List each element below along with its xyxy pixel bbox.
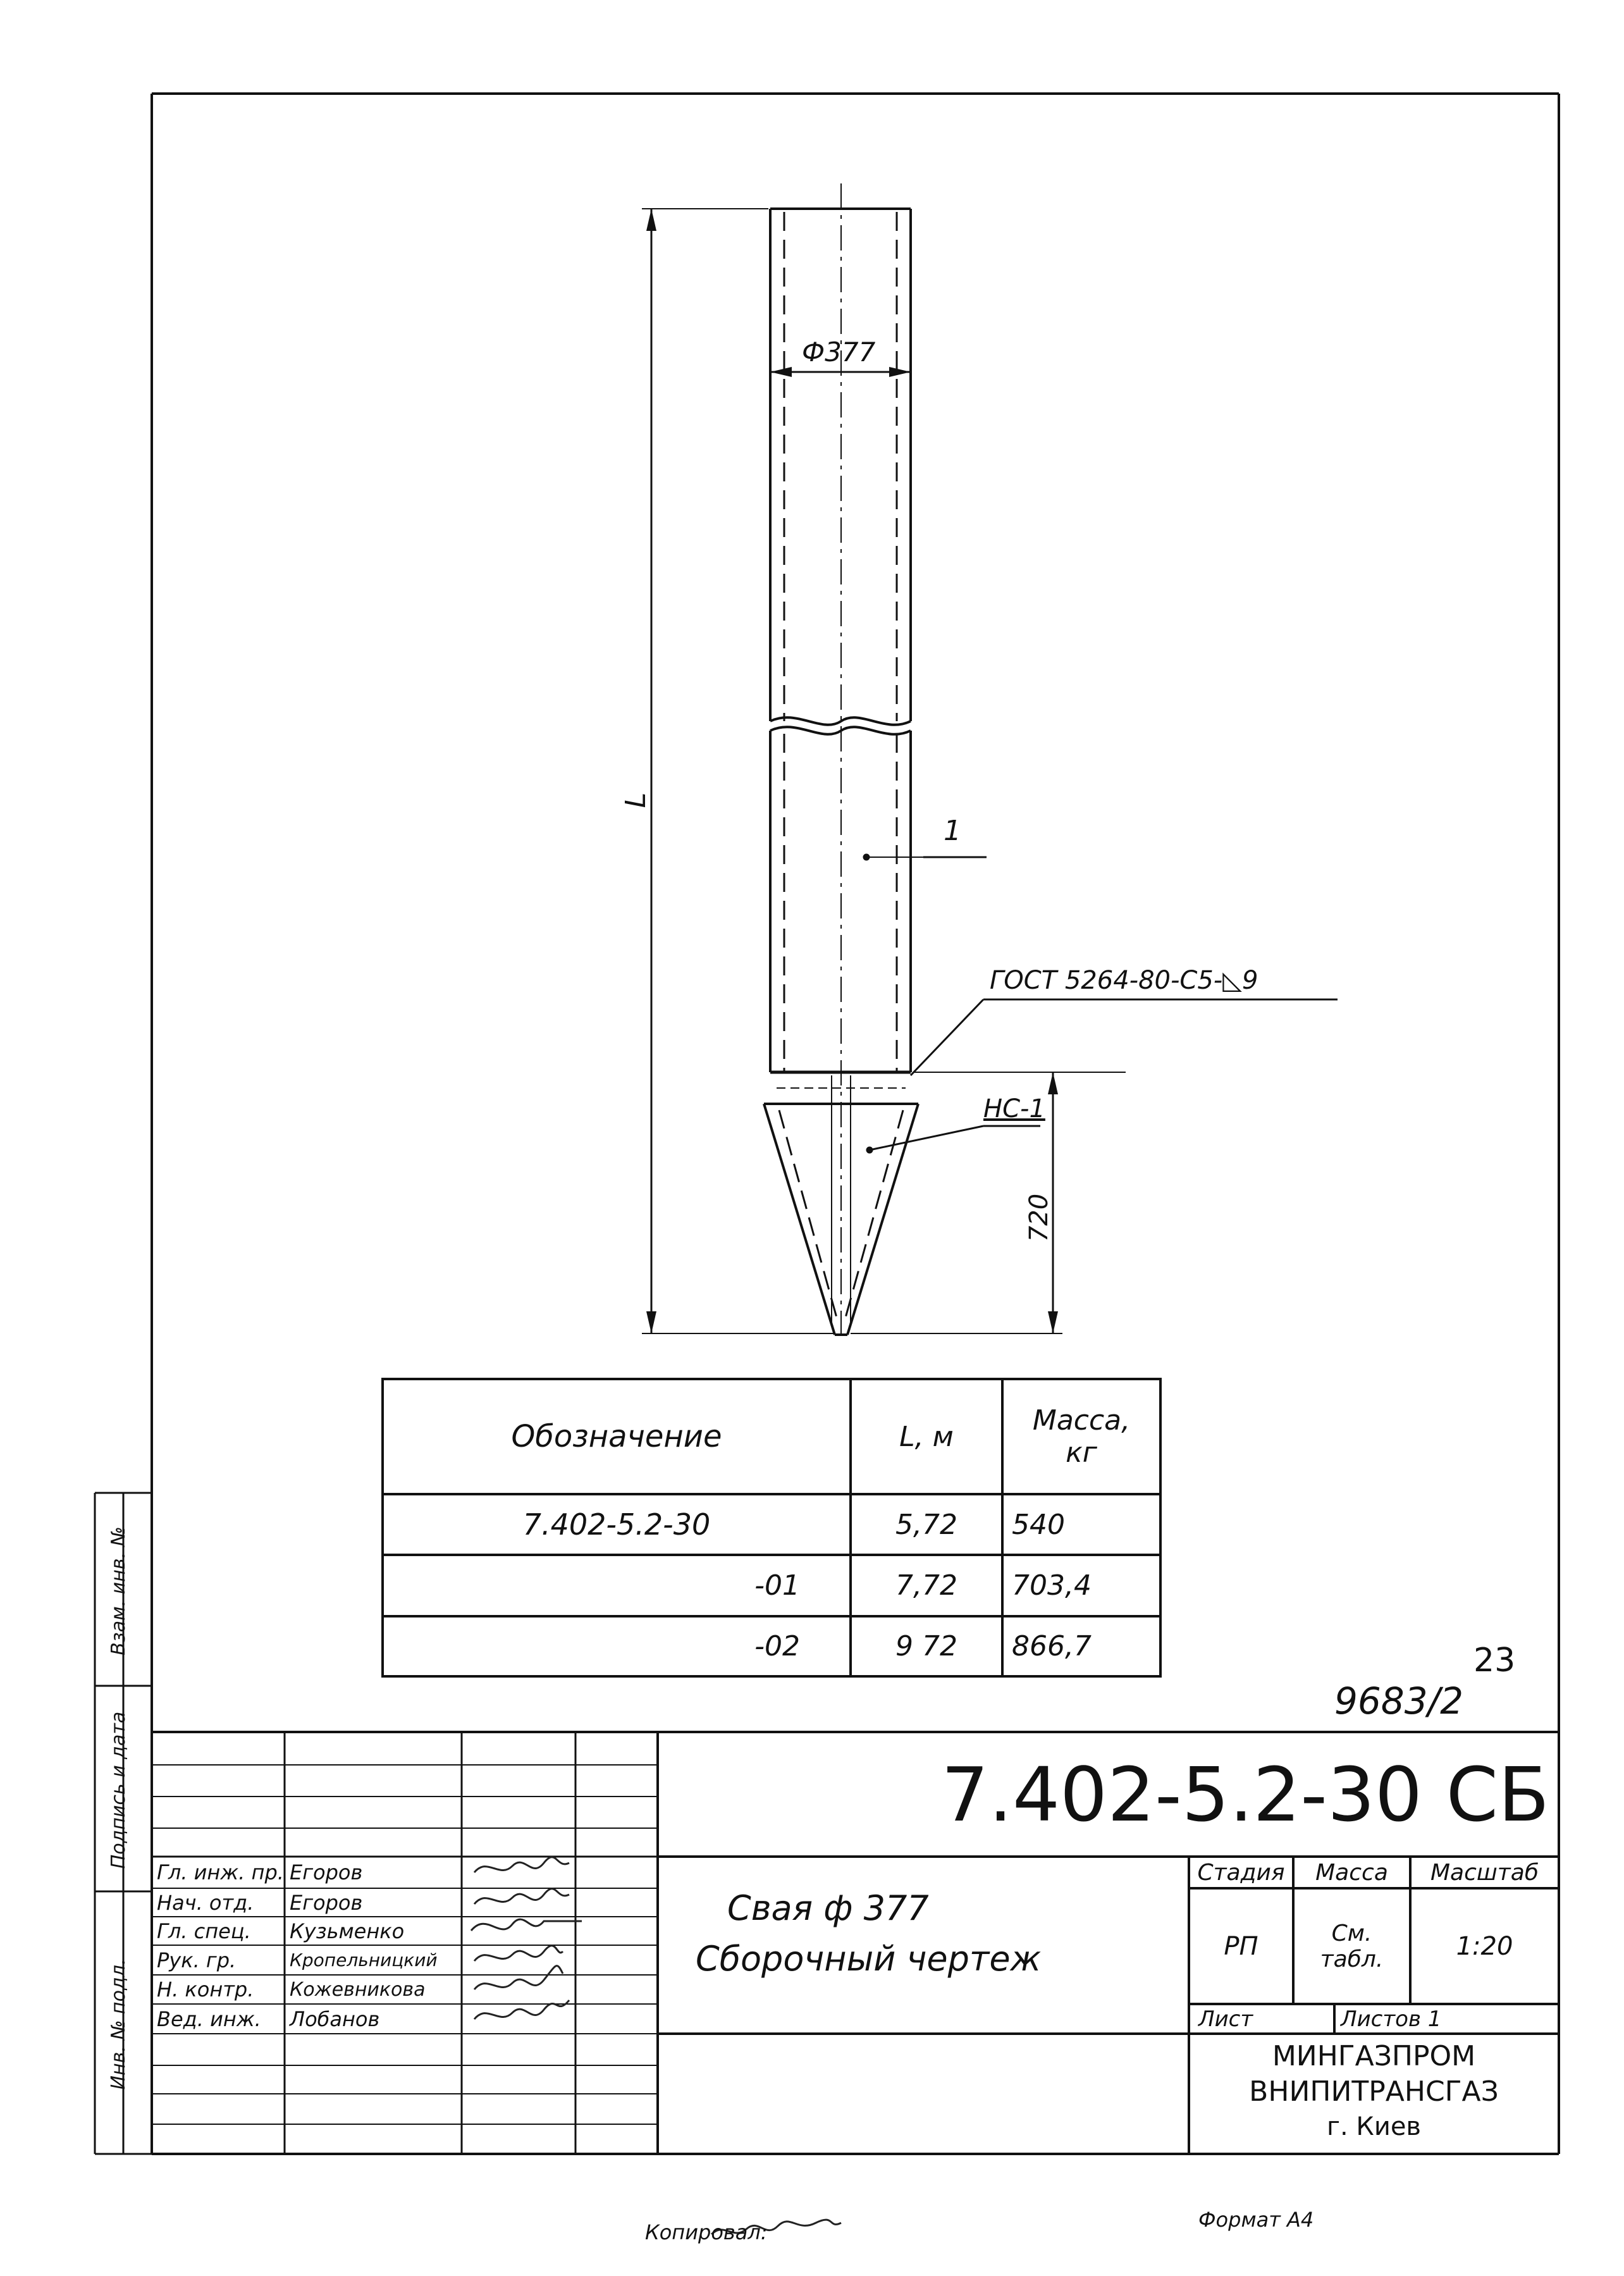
mass-label: Масса — [1315, 1859, 1388, 1886]
stage-label: Стадия — [1197, 1859, 1285, 1886]
document-title-line1: Свая ф 377 — [727, 1888, 929, 1928]
page-number: 23 — [1473, 1642, 1516, 1679]
staff-role: Рук. гр. — [157, 1948, 237, 1972]
part-number-label: 1 — [944, 815, 961, 847]
spec-row-length: 5,72 — [895, 1508, 957, 1541]
spec-header-mass: Масса, кг — [1032, 1404, 1131, 1469]
spec-header-length: L, м — [899, 1420, 954, 1453]
scale-label: Масштаб — [1430, 1859, 1539, 1886]
spec-row-mass: 703,4 — [1012, 1569, 1092, 1602]
side-label-replaced-inv: Взам. инв. № — [108, 1526, 130, 1655]
organization-line1: МИНГАЗПРОМ — [1272, 2039, 1476, 2072]
scale-value: 1:20 — [1456, 1931, 1513, 1961]
leader-lines — [864, 855, 1338, 1153]
spec-row-designation: -01 — [754, 1569, 800, 1602]
staff-name: Лобанов — [290, 2007, 380, 2031]
side-label-inv-original: Инв. № подл. — [108, 1958, 130, 2090]
staff-name: Егоров — [290, 1890, 363, 1915]
copied-by-label: Копировал: — [645, 2220, 768, 2244]
staff-role: Н. контр. — [157, 1977, 254, 2001]
sheets-label: Листов 1 — [1341, 2006, 1442, 2032]
spec-row-length: 7,72 — [895, 1569, 957, 1602]
sheet-label: Лист — [1198, 2006, 1253, 2032]
staff-name: Егоров — [290, 1860, 363, 1884]
staff-role: Гл. спец. — [157, 1919, 251, 1943]
organization-line2: ВНИПИТРАНСГАЗ — [1249, 2075, 1499, 2108]
spec-row-mass: 866,7 — [1012, 1630, 1092, 1662]
staff-role: Нач. отд. — [157, 1890, 254, 1915]
document-title-line2: Сборочный чертеж — [696, 1939, 1042, 1979]
staff-role: Вед. инж. — [157, 2007, 261, 2031]
tip-part-label: НС-1 — [983, 1094, 1045, 1123]
mass-value: См. табл. — [1320, 1920, 1384, 1972]
staff-role: Гл. инж. пр. — [157, 1860, 284, 1884]
side-label-signature-date: Подпись и дата — [108, 1711, 130, 1869]
length-label: L — [620, 792, 652, 808]
spec-row-length: 9 72 — [895, 1630, 957, 1662]
format-label: Формат А4 — [1198, 2208, 1314, 2232]
spec-header-designation: Обозначение — [511, 1419, 722, 1454]
stage-value: РП — [1224, 1931, 1258, 1961]
document-code: 7.402-5.2-30 СБ — [941, 1750, 1549, 1838]
organization-city: г. Киев — [1326, 2112, 1422, 2141]
weld-note-label: ГОСТ 5264-80-С5-◺9 — [990, 966, 1258, 995]
staff-name: Кожевникова — [290, 1978, 426, 2001]
archive-number: 9683/2 — [1334, 1679, 1464, 1722]
spec-row-mass: 540 — [1012, 1508, 1065, 1541]
tip-length-label: 720 — [1024, 1193, 1054, 1242]
diameter-label: Ф377 — [802, 337, 876, 368]
dimension-lines — [642, 209, 1126, 1333]
spec-row-designation: -02 — [754, 1630, 800, 1662]
spec-row-designation: 7.402-5.2-30 — [522, 1507, 711, 1542]
staff-name: Кузьменко — [290, 1919, 405, 1943]
staff-name: Кропельницкий — [290, 1950, 438, 1970]
